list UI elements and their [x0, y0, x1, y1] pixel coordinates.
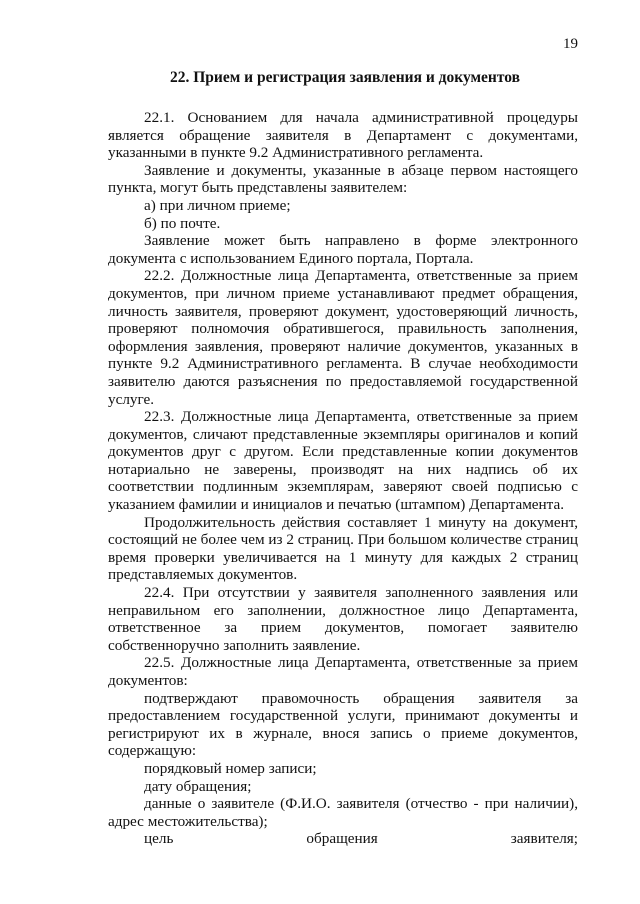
- paragraph: Заявление может быть направлено в форме электронного документа с использованием Единого портала, Портала.: [108, 232, 578, 267]
- paragraph: порядковый номер записи;: [144, 759, 317, 777]
- paragraph: 22.4. При отсутствии у заявителя заполненного заявления или неправильном его заполнении, должностное лицо Департамента, ответственное за прием документов, помогает заявителю собственноручно заполнить заявление.: [108, 584, 578, 654]
- paragraph: данные о заявителе (Ф.И.О. заявителя (отчество - при наличии), адрес местожительства);: [108, 795, 578, 830]
- paragraph: Продолжительность действия составляет 1 минуту на документ, состоящий не более чем из 2 страниц. При большом количестве страниц время проверки увеличивается на 1 минуту для каждых 2 страниц представляемых документов.: [108, 513, 578, 584]
- paragraph: Заявление и документы, указанные в абзаце первом настоящего пункта, могут быть представлены заявителем:: [108, 161, 578, 197]
- document-body: [108, 109, 578, 848]
- paragraph: 22.3. Должностные лица Департамента, ответственные за прием документов, сличают представленные экземпляры оригиналов и копий документов друг с другом. Если представленные копии документов нотариально не заверены, производят на них надпись об их соответствии подлинным экземплярам, заверяют своей подписью с указанием фамилии и инициалов и печатью (штампом) Департамента.: [108, 408, 578, 514]
- paragraph: 22.2. Должностные лица Департамента, ответственные за прием документов, при личном приеме устанавливают предмет обращения, личность заявителя, проверяют документ, удостоверяющий личность, проверяют полномочия обратившегося, правильность заполнения, оформления заявления, проверяют наличие документов, указанных в пункте 9.2 Административного регламента. В случае необходимости заявителю даются разъяснения по предоставляемой государственной услуге.: [108, 267, 578, 408]
- page-number: 19: [563, 36, 578, 52]
- paragraph: 22.5. Должностные лица Департамента, ответственные за прием документов:: [108, 654, 578, 689]
- paragraph: подтверждают правомочность обращения заявителя за предоставлением государственной услуги, принимают документы и регистрируют их в журнале, внося запись о приеме документов, содержащую:: [108, 689, 578, 760]
- paragraph: а) при личном приеме;: [144, 196, 291, 214]
- paragraph: дату обращения;: [144, 777, 252, 795]
- paragraph: б) по почте.: [144, 214, 221, 232]
- paragraph: 22.1. Основанием для начала административной процедуры является обращение заявителя в Департамент с документами, указанными в пункте 9.2 Административного регламента.: [108, 109, 578, 162]
- section-title: 22. Прием и регистрация заявления и документов: [169, 69, 520, 86]
- paragraph: цель обращения заявителя;: [144, 830, 578, 848]
